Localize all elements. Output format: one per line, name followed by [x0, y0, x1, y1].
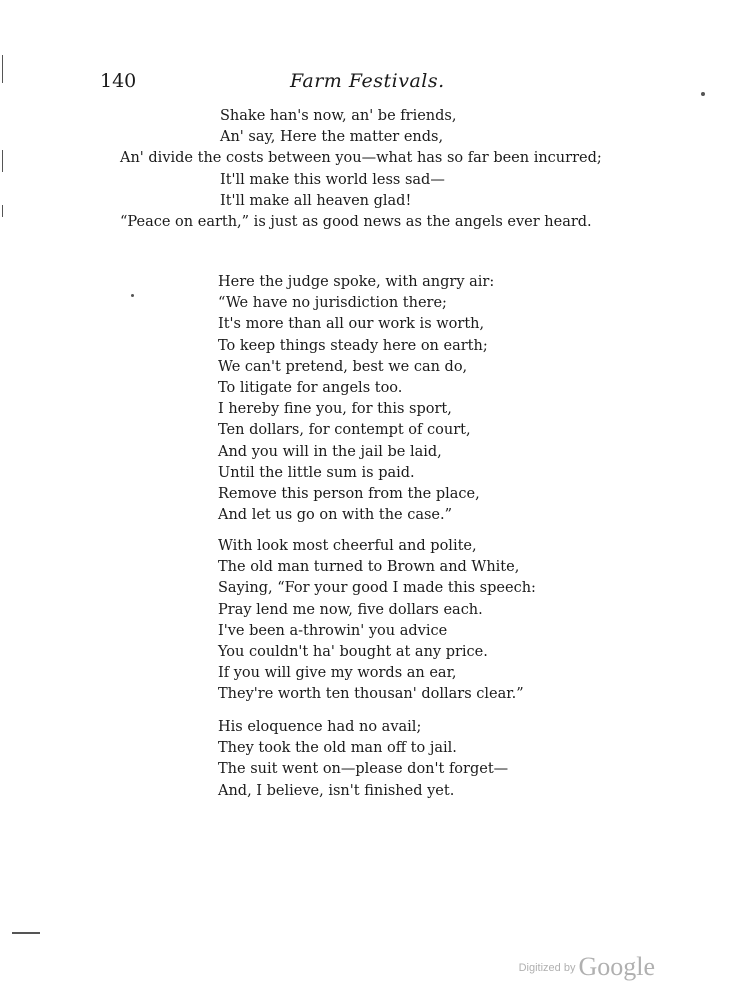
poem-line: They're worth ten thousan' dollars clear.” — [218, 686, 524, 703]
digitized-watermark — [519, 952, 655, 982]
poem-line: Shake han's now, an' be friends, — [220, 108, 457, 124]
poem-line: Until the little sum is paid. — [218, 464, 415, 481]
scan-mark — [2, 205, 3, 217]
page-number: 140 — [100, 70, 137, 92]
poem-line: An' divide the costs between you—what has so far been incurred; — [120, 150, 602, 167]
poem-line: We can't pretend, best we can do, — [218, 358, 468, 375]
poem-line: “Peace on earth,” is just as good news as the angels ever heard. — [120, 214, 592, 231]
digitized-label: Digitized by — [518, 962, 576, 974]
poem-line: If you will give my words an ear, — [218, 665, 457, 682]
poem-line: I've been a-throwin' you advice — [218, 622, 448, 639]
poem-line: And you will in the jail be laid, — [218, 443, 442, 460]
stanza-4 — [218, 717, 508, 802]
poem-line: To keep things steady here on earth; — [218, 337, 488, 354]
poem-line: It'll make all heaven glad! — [220, 192, 412, 209]
poem-line: An' say, Here the matter ends, — [220, 129, 444, 146]
scan-dot — [701, 92, 705, 96]
stanza-3 — [218, 536, 536, 706]
poem-line: And let us go on with the case.” — [218, 507, 453, 524]
poem-line: With look most cheerful and polite, — [218, 538, 477, 554]
scan-mark — [2, 55, 3, 83]
stanza-1 — [120, 106, 620, 233]
page-header — [100, 70, 615, 94]
poem-line: They took the old man off to jail. — [218, 740, 457, 757]
poem-line: Pray lend me now, five dollars each. — [218, 601, 483, 618]
poem-line: It'll make this world less sad— — [220, 171, 445, 188]
scan-mark — [2, 150, 3, 172]
scan-dot — [131, 294, 134, 297]
poem-line: The old man turned to Brown and White, — [218, 559, 520, 576]
poem-line: The suit went on—please don't forget— — [218, 761, 509, 778]
poem-line: His eloquence had no avail; — [218, 719, 422, 735]
poem-line: You couldn't ha' bought at any price. — [218, 644, 488, 661]
poem-line: Here the judge spoke, with angry air: — [218, 274, 495, 290]
poem-line: I hereby fine you, for this sport, — [218, 401, 452, 418]
scan-mark — [12, 932, 40, 934]
poem-line: Saying, “For your good I made this speech: — [218, 580, 536, 597]
poem-line: To litigate for angels too. — [218, 380, 403, 397]
poem-line: Remove this person from the place, — [218, 486, 480, 503]
poem-line: Ten dollars, for contempt of court, — [218, 422, 471, 439]
poem-line: And, I believe, isn't finished yet. — [218, 782, 455, 799]
poem-line: “We have no jurisdiction there; — [218, 295, 447, 312]
running-head: Farm Festivals. — [290, 70, 445, 92]
google-logo: Google — [578, 952, 655, 981]
stanza-2 — [218, 272, 494, 526]
poem-line: It's more than all our work is worth, — [218, 316, 485, 333]
